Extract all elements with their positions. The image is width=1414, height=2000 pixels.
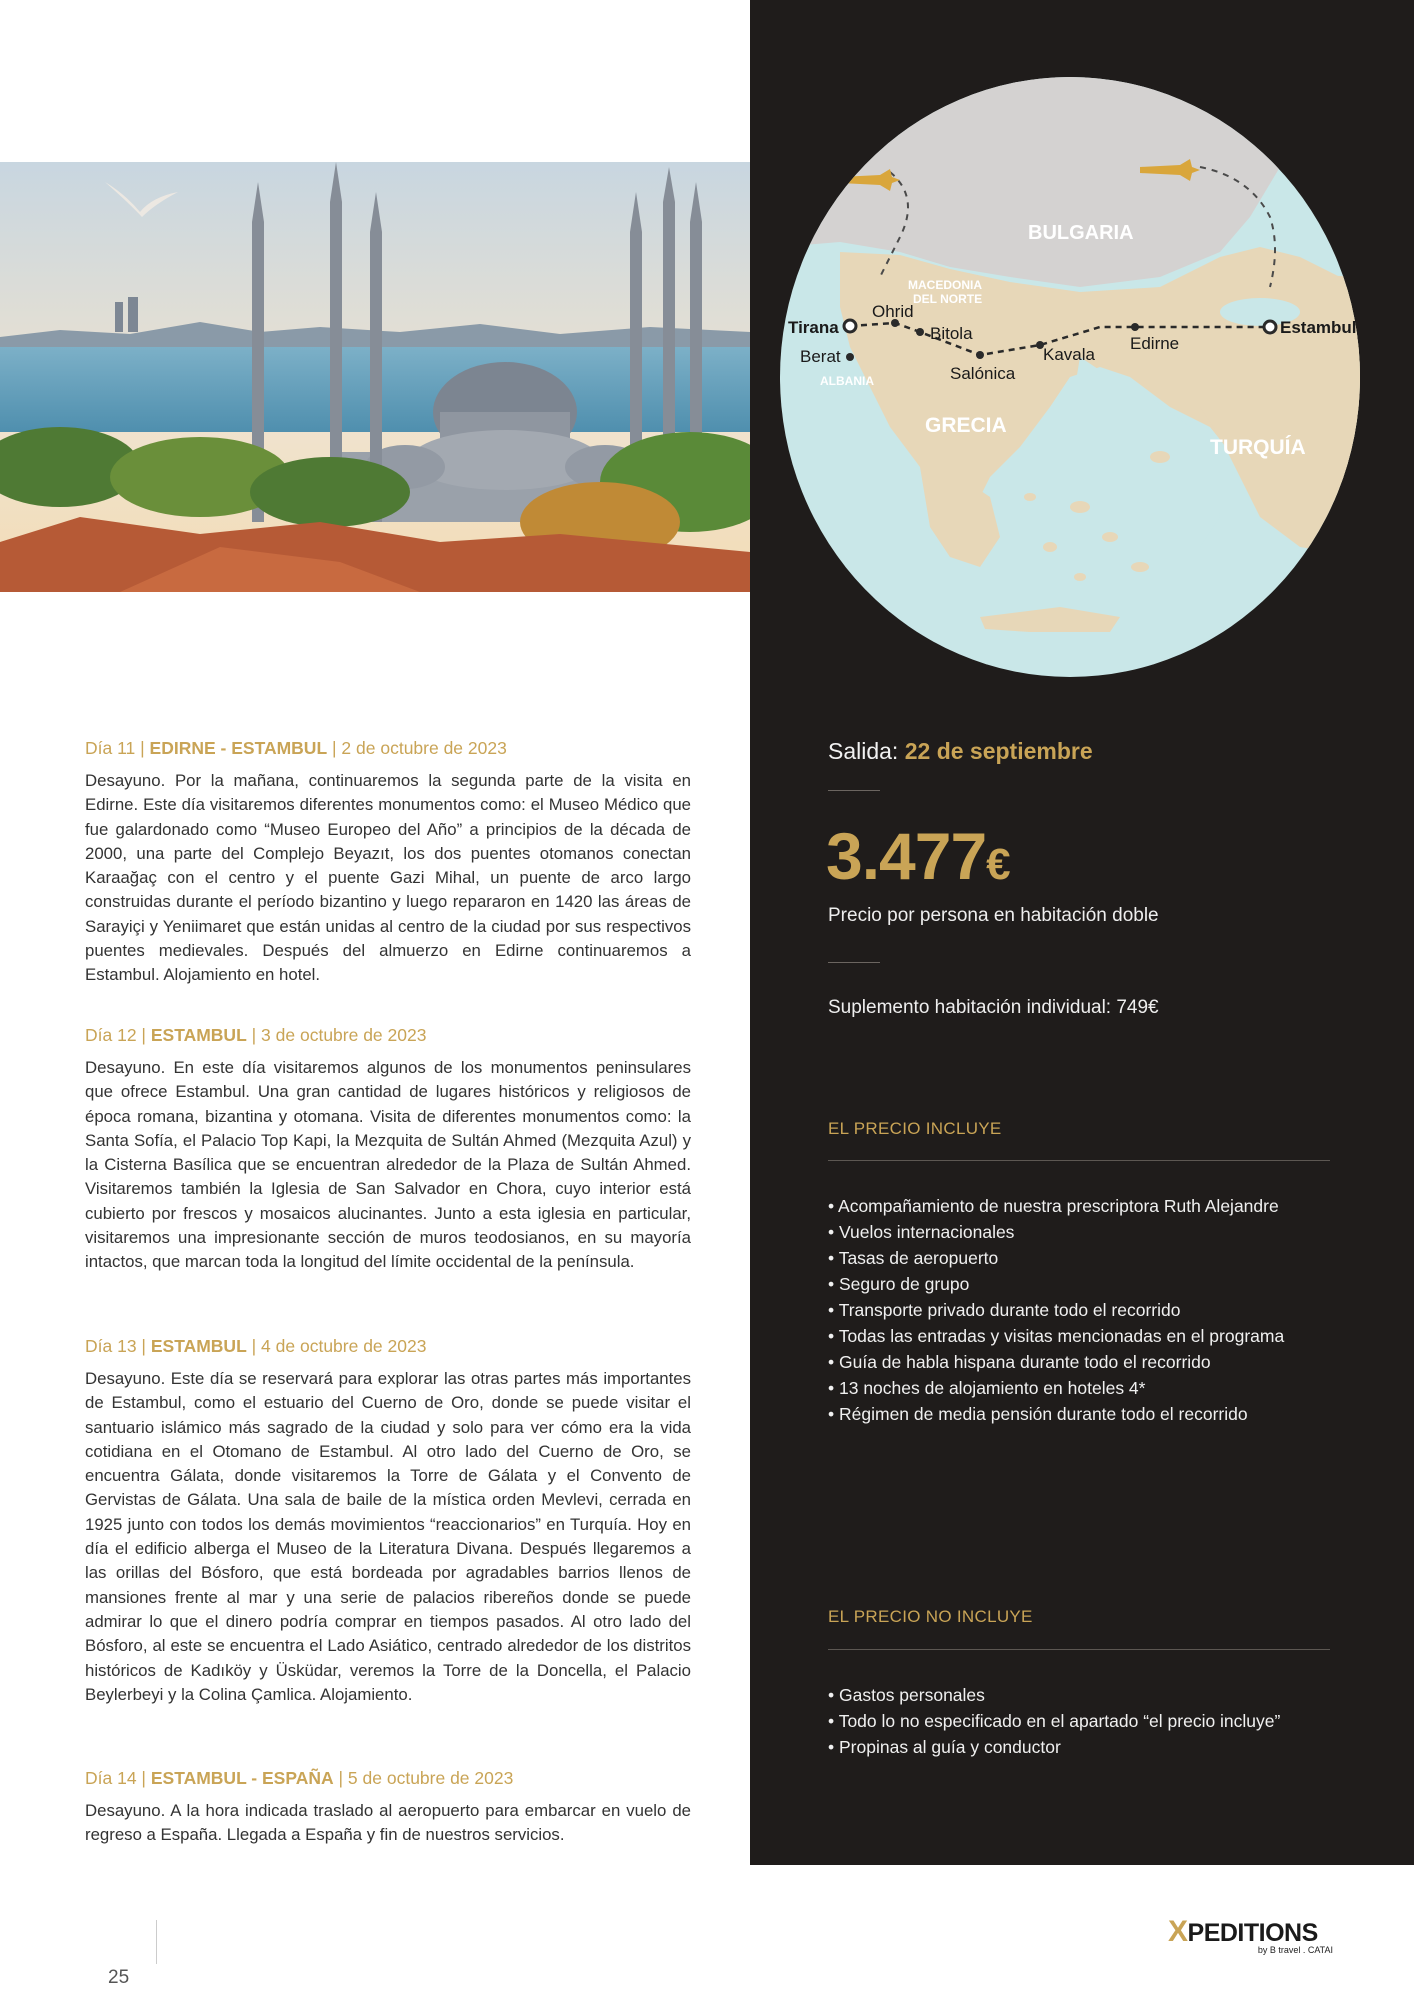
map-label-albania: ALBANIA [820,374,874,388]
day-date: 5 de octubre de 2023 [347,1768,514,1788]
day-entry [85,1768,691,1848]
day-text: Desayuno. En este día visitaremos algunos de los monumentos peninsulares que ofrece Estambul. Una gran cantidad de lugares históricos y religiosos de época romana, bizantina y otomana. Visita de diferentes monumentos como: la Santa Sofía, el Palacio Top Kapi, la Mezquita de Sultán Ahmed (Mezquita Azul) y la Cisterna Basílica que se encuentran alrededor de la Plaza de Sultán Ahmed. Visitaremos también la Iglesia de San Salvador en Chora, cuyo interior está cubierto por frescos y mosaicos alucinantes. Junto a esta iglesia en particular, visitaremos una impresionante sección de muros teodosianos, en su mayoría intactos, que marcan toda la longitud del límite occidental de la península. [85,1058,691,1272]
day-entry [85,1025,691,1275]
day-heading: Día 13 | ESTAMBUL | 4 de octubre de 2023 [85,1336,427,1356]
suplemento-note: Suplemento habitación individual: 749€ [828,997,1159,1018]
day-date: 3 de octubre de 2023 [261,1025,427,1045]
incluye-item: • 13 noches de alojamiento en hoteles 4* [828,1375,1284,1401]
day-heading: Día 14 | ESTAMBUL - ESPAÑA | 5 de octubre de 2023 [85,1768,514,1788]
divider [828,962,880,963]
map-label-macedonia: MACEDONIA DEL NORTE [908,278,983,306]
map-city-edirne: Edirne [1130,334,1180,353]
day-number: Día 14 [85,1768,137,1788]
incluye-item: • Régimen de media pensión durante todo el recorrido [828,1401,1284,1427]
divider [828,790,880,791]
incluye-title: EL PRECIO INCLUYE [828,1119,1002,1138]
price-currency: € [986,840,1010,889]
day-number: Día 11 [85,738,136,758]
day-entry [85,738,691,988]
incluye-item: • Vuelos internacionales [828,1219,1284,1245]
incluye-item: • Guía de habla hispana durante todo el recorrido [828,1349,1284,1375]
map-label-bulgaria: BULGARIA [1028,222,1134,244]
map-city-berat: Berat [800,347,841,366]
map-city-salonica: Salónica [950,364,1016,383]
incluye-item: • Tasas de aeropuerto [828,1245,1284,1271]
route-map [780,77,1360,677]
incluye-divider [828,1160,1330,1161]
day-route: EDIRNE - ESTAMBUL [149,738,328,758]
incluye-list [828,1193,1284,1427]
no-incluye-title: EL PRECIO NO INCLUYE [828,1607,1033,1626]
incluye-item: • Todas las entradas y visitas mencionadas en el programa [828,1323,1284,1349]
day-number: Día 13 [85,1336,137,1356]
day-heading: Día 11 | EDIRNE - ESTAMBUL | 2 de octubre de 2023 [85,738,507,758]
page-number: 25 [108,1967,130,1988]
no-incluye-list [828,1682,1280,1760]
salida-line [828,738,1093,765]
price-value: 3.477 [826,819,987,893]
map-city-kavala: Kavala [1043,345,1095,364]
no-incluye-divider [828,1649,1330,1650]
day-route: ESTAMBUL [150,1336,247,1356]
price-note: Precio por persona en habitación doble [828,905,1159,926]
day-route: ESTAMBUL - ESPAÑA [150,1768,334,1788]
no-incluye-item: • Todo lo no especificado en el apartado “el precio incluye” [828,1708,1280,1734]
no-incluye-item: • Propinas al guía y conductor [828,1734,1280,1760]
day-text: Desayuno. A la hora indicada traslado al aeropuerto para embarcar en vuelo de regreso a España. Llegada a España y fin de nuestros servicios. [85,1801,691,1845]
map-label-grecia: GRECIA [925,414,1007,437]
day-date: 2 de octubre de 2023 [341,738,507,758]
footer-divider [156,1920,157,1964]
logo-text: PEDITIONS [1187,1919,1318,1947]
map-label-turquia: TURQUÍA [1210,436,1306,459]
day-number: Día 12 [85,1025,137,1045]
day-date: 4 de octubre de 2023 [261,1336,427,1356]
day-entry [85,1336,691,1707]
logo-subtitle: by B travel . CATAI [1257,1945,1333,1955]
logo-x: X [1168,1915,1188,1948]
incluye-item: • Acompañamiento de nuestra prescriptora Ruth Alejandre [828,1193,1284,1219]
incluye-item: • Seguro de grupo [828,1271,1284,1297]
map-city-estambul: Estambul [1280,318,1357,337]
price [826,818,1010,894]
xpeditions-logo [1168,1915,1333,1963]
day-route: ESTAMBUL [150,1025,247,1045]
day-text: Desayuno. Este día se reservará para explorar las otras partes más importantes de Estambul, como el estuario del Cuerno de Oro, donde se puede visitar el santuario islámico más sagrado de la ciudad y solo para ver cómo era la vida cotidiana en el Otomano de Estambul. Al otro lado del Cuerno de Oro, se encuentra Gálata, donde visitaremos la Torre de Gálata y el Convento de Gervistas de Gálata. Una sala de baile de la mística orden Mevlevi, cerrada en 1925 junto con todos los demás movimientos “reaccionarios” en Turquía. Hoy en día el edificio alberga el Museo de la Literatura Divana. Después llegaremos a las orillas del Bósforo, que está bordeada por agradables barrios llenos de mansiones frente al mar y una serie de palacios ribereños donde se puede admirar lo que el dinero podría comprar en tiempos pasados. Al otro lado del Bósforo, al este se encuentra el Lado Asiático, centrado alrededor de los distritos históricos de Kadıköy y Üsküdar, veremos la Torre de la Doncella, el Palacio Beylerbeyi y la Colina Çamlica. Alojamiento. [85,1369,691,1704]
mosque-photo [0,162,750,592]
map-city-bitola: Bitola [930,324,973,343]
salida-date: 22 de septiembre [904,738,1093,764]
no-incluye-item: • Gastos personales [828,1682,1280,1708]
map-city-ohrid: Ohrid [872,302,914,321]
day-text: Desayuno. Por la mañana, continuaremos la segunda parte de la visita en Edirne. Este día visitaremos diferentes monumentos como: el Museo Médico que fue galardonado como “Museo Europeo del Año” a principios de la década de 2000, una parte del Complejo Beyazıt, los dos puentes otomanos conectan Karaağaç con el centro y el puente Gazi Mihal, un puente de arco largo construidas durante el período bizantino y luego repararon en 1420 las áreas de Sarayiçi y Yeniimaret que están unidas al centro de la ciudad por sus respectivos puentes medievales. Después del almuerzo en Edirne continuaremos a Estambul. Alojamiento en hotel. [85,771,691,985]
incluye-item: • Transporte privado durante todo el recorrido [828,1297,1284,1323]
map-city-tirana: Tirana [788,318,839,337]
day-heading: Día 12 | ESTAMBUL | 3 de octubre de 2023 [85,1025,427,1045]
salida-label: Salida: [828,738,899,764]
